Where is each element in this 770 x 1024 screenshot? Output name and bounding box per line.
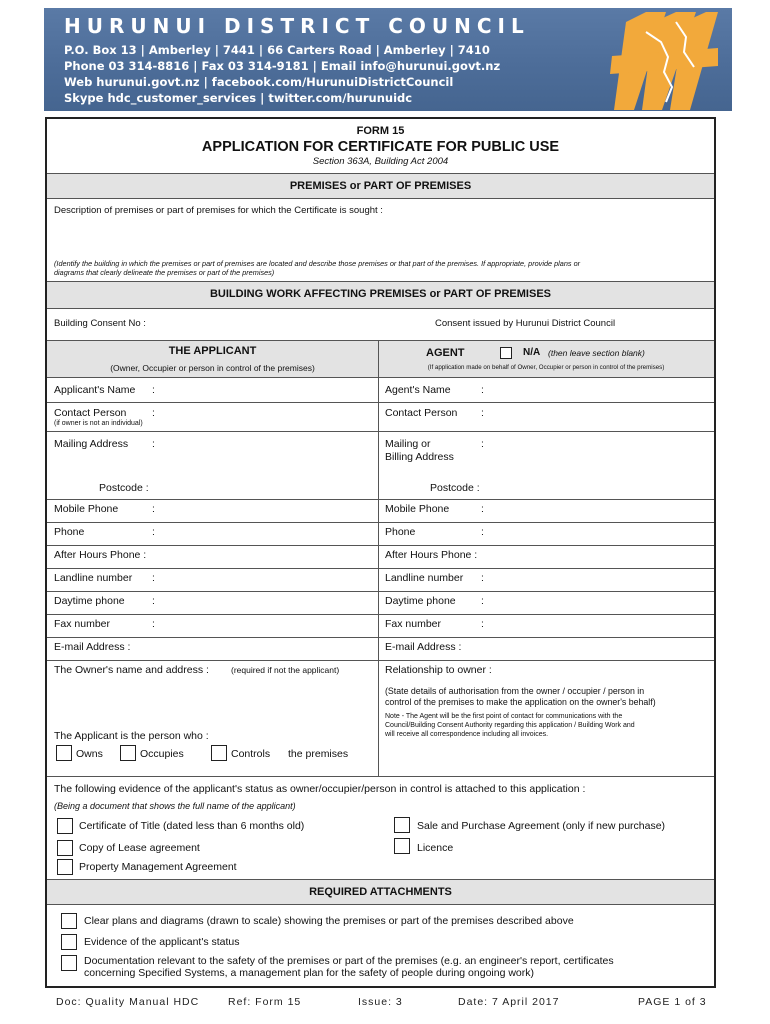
safety-docs-checkbox[interactable]: [61, 955, 77, 971]
form-number: FORM 15: [356, 125, 405, 137]
footer-doc: Doc: Quality Manual HDC: [56, 996, 200, 1008]
applicant-mobile-label: Mobile Phone: [54, 503, 119, 515]
web-line: Web hurunui.govt.nz | facebook.com/HurunuiDistrictCouncil: [64, 75, 454, 89]
council-logo-icon: [606, 12, 718, 110]
attachments-section-header: [47, 879, 714, 905]
colon: :: [152, 618, 155, 630]
row-divider: [47, 568, 714, 569]
applicant-landline-label: Landline number: [54, 572, 133, 584]
phone-line: Phone 03 314-8816 | Fax 03 314-9181 | Email info@hurunui.govt.nz: [64, 59, 501, 73]
agent-mobile-label: Mobile Phone: [385, 503, 450, 515]
applicant-phone-label: Phone: [54, 526, 85, 538]
colon: :: [152, 407, 155, 419]
letterhead: [44, 8, 732, 111]
form-title: APPLICATION FOR CERTIFICATE FOR PUBLIC USE: [201, 139, 560, 155]
row-divider: [47, 522, 714, 523]
applicant-header: [47, 340, 378, 378]
agent-name-label: Agent's Name: [385, 384, 451, 396]
application-form: [45, 117, 716, 988]
agent-billing-label: Billing Address: [385, 451, 454, 463]
premises-heading: PREMISES or PART OF PREMISES: [289, 180, 472, 192]
applicant-contact-label: Contact Person: [54, 407, 127, 419]
property-management-label: Property Management Agreement: [79, 861, 237, 873]
applicant-email-label: E-mail Address :: [54, 641, 131, 653]
applicant-name-label: Applicant's Name: [54, 384, 136, 396]
colon: :: [481, 384, 484, 396]
row-divider: [47, 431, 714, 432]
row-divider: [47, 776, 714, 777]
applicant-subheading: (Owner, Occupier or person in control of the premises): [110, 363, 315, 373]
applicant-postcode-label: Postcode :: [99, 482, 149, 494]
the-premises-label: the premises: [288, 748, 349, 760]
sale-purchase-checkbox[interactable]: [394, 817, 410, 833]
occupies-checkbox[interactable]: [120, 745, 136, 761]
applicant-contact-note: (if owner is not an individual): [54, 420, 143, 427]
colon: :: [152, 595, 155, 607]
property-management-checkbox[interactable]: [57, 859, 73, 875]
controls-checkbox[interactable]: [211, 745, 227, 761]
plans-checkbox[interactable]: [61, 913, 77, 929]
agent-mailing-label: Mailing or: [385, 438, 431, 450]
row-divider: [47, 614, 714, 615]
agent-email-label: E-mail Address :: [385, 641, 462, 653]
premises-section-header: [47, 173, 714, 199]
row-divider: [47, 637, 714, 638]
controls-label: Controls: [231, 748, 271, 760]
applicant-fax-label: Fax number: [54, 618, 111, 630]
relationship-label: Relationship to owner :: [385, 664, 492, 676]
agent-phone-label: Phone: [385, 526, 416, 538]
premises-note-line1: (Identify the building in which the premises or part of premises are located and describe those premises or that part of the premises. If appropriate, provide plans or: [54, 259, 581, 268]
form-subtitle: Section 363A, Building Act 2004: [312, 156, 449, 167]
colon: :: [481, 595, 484, 607]
applicant-daytime-label: Daytime phone: [54, 595, 125, 607]
building-work-section-header: [47, 281, 714, 309]
colon: :: [481, 572, 484, 584]
owns-label: Owns: [76, 748, 103, 760]
applicant-status-label: Evidence of the applicant's status: [84, 936, 240, 948]
attachments-heading: REQUIRED ATTACHMENTS: [309, 886, 452, 898]
agent-after-hours-label: After Hours Phone :: [385, 549, 478, 561]
agent-na-checkbox[interactable]: [500, 347, 512, 359]
building-work-heading: BUILDING WORK AFFECTING PREMISES or PART OF PREMISES: [209, 288, 551, 300]
agent-subheading: (If application made on behalf of Owner, Occupier or person in control of the premises): [427, 364, 665, 371]
agent-heading: AGENT: [426, 347, 465, 359]
skype-line: Skype hdc_customer_services | twitter.com/hurunuidc: [64, 91, 413, 105]
evidence-note: (Being a document that shows the full name of the applicant): [54, 801, 296, 811]
applicant-status-checkbox[interactable]: [61, 934, 77, 950]
agent-postcode-label: Postcode :: [430, 482, 480, 494]
licence-label: Licence: [417, 842, 454, 854]
authorisation-line1: (State details of authorisation from the owner / occupier / person in: [385, 686, 645, 696]
applicant-heading: THE APPLICANT: [168, 345, 257, 357]
sale-purchase-label: Sale and Purchase Agreement (only if new purchase): [417, 820, 666, 832]
occupies-label: Occupies: [140, 748, 184, 760]
colon: :: [481, 618, 484, 630]
colon: :: [152, 526, 155, 538]
lease-checkbox[interactable]: [57, 840, 73, 856]
agent-note-line1: Note - The Agent will be the first point of contact for communications with the: [385, 713, 623, 720]
footer-ref: Ref: Form 15: [228, 996, 302, 1008]
colon: :: [152, 503, 155, 515]
licence-checkbox[interactable]: [394, 838, 410, 854]
row-divider: [47, 499, 714, 500]
premises-description-label: Description of premises or part of premises for which the Certificate is sought :: [54, 205, 383, 216]
council-name: HURUNUI DISTRICT COUNCIL: [64, 14, 530, 38]
premises-description-field[interactable]: [53, 219, 708, 259]
safety-docs-line1: Documentation relevant to the safety of the premises or part of the premises (e.g. an engineer's report, certificates: [84, 955, 614, 967]
premises-note-line2: diagrams that clearly delineate the premises or part of the premises): [54, 268, 275, 277]
safety-docs-line2: concerning Specified Systems, a management plan for the safety of people during ongoing work): [84, 967, 535, 979]
colon: :: [152, 572, 155, 584]
colon: :: [481, 407, 484, 419]
row-divider: [47, 545, 714, 546]
row-divider: [47, 660, 714, 661]
owns-checkbox[interactable]: [56, 745, 72, 761]
consent-issued-label: Consent issued by Hurunui District Council: [435, 318, 616, 329]
authorisation-line2: control of the premises to make the application on the owner's behalf): [385, 697, 656, 707]
colon: :: [481, 503, 484, 515]
lease-label: Copy of Lease agreement: [79, 842, 200, 854]
agent-header: [378, 340, 714, 378]
footer-date: Date: 7 April 2017: [458, 996, 560, 1008]
agent-na-note: (then leave section blank): [548, 348, 645, 358]
agent-daytime-label: Daytime phone: [385, 595, 456, 607]
agent-landline-label: Landline number: [385, 572, 464, 584]
colon: :: [481, 438, 484, 450]
footer-page: PAGE 1 of 3: [638, 996, 707, 1008]
colon: :: [481, 526, 484, 538]
owner-name-label: The Owner's name and address :: [54, 664, 209, 676]
applicant-after-hours-label: After Hours Phone :: [54, 549, 147, 561]
plans-label: Clear plans and diagrams (drawn to scale) showing the premises or part of the premises described above: [84, 915, 574, 927]
row-divider: [47, 402, 714, 403]
agent-note-line3: will receive all correspondence including all invoices.: [385, 731, 549, 738]
row-divider: [47, 591, 714, 592]
colon: :: [152, 384, 155, 396]
footer-issue: Issue: 3: [358, 996, 403, 1008]
applicant-person-who-label: The Applicant is the person who :: [54, 730, 209, 742]
colon: :: [152, 438, 155, 450]
evidence-intro: The following evidence of the applicant's status as owner/occupier/person in control is attached to this application :: [54, 783, 586, 795]
owner-note: (required if not the applicant): [231, 665, 340, 675]
address-line: P.O. Box 13 | Amberley | 7441 | 66 Carters Road | Amberley | 7410: [64, 43, 490, 57]
applicant-mailing-label: Mailing Address: [54, 438, 129, 450]
agent-contact-label: Contact Person: [385, 407, 458, 419]
agent-na-label: N/A: [523, 347, 541, 358]
building-consent-no-label: Building Consent No :: [54, 318, 146, 329]
certificate-of-title-checkbox[interactable]: [57, 818, 73, 834]
certificate-of-title-label: Certificate of Title (dated less than 6 months old): [79, 820, 305, 832]
agent-fax-label: Fax number: [385, 618, 442, 630]
agent-note-line2: Council/Building Consent Authority regarding this application / Building Work and: [385, 722, 635, 729]
column-divider: [378, 340, 379, 776]
